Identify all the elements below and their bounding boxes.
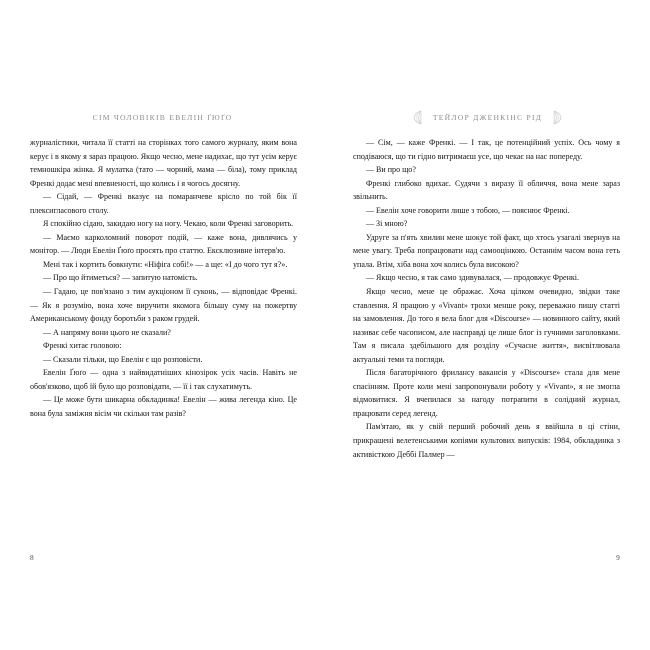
paragraph: журналістики, читала її статті на сторінках того самого журналу, яким вона керує і в якому я зараз працюю. Якщо чесно, мене надихає, що тут усім керує темношкіра жінка. Я мулатка (тато — чорний, мама — біла), тому приклад Френкі додає мені впевненості, що колись і я чогось досягну.	[30, 138, 297, 188]
paragraph: — Ви про що?	[366, 165, 416, 175]
paragraph: Френкі глибоко вдихає. Судячи з виразу її обличчя, вона мене зараз звільнить.	[353, 178, 620, 202]
paragraph: Удруге за п'ять хвилин мене шокує той факт, що хтось узагалі звернув на мене увагу. Треба попрацювати над самооцінкою. Останнім часом вона геть упала. Втім, хіба вона хоч колись була високою?	[353, 232, 620, 269]
paragraph: Після багаторічного фрилансу вакансія у «Discourse» стала для мене спасінням. Проте коли мені запропонували роботу у «Vivant», я не змогла відмовитися. Я вчепилася за нагоду потрапити в солідний журнал, працювати серед легенд.	[353, 368, 620, 418]
paragraph: — А напряму вони цього не сказали?	[43, 327, 171, 337]
paragraph: — Маємо карколомний поворот подій, — каже вона, дивлячись у монітор. — Люди Евелін Ґюґо просять про статтю. Ексклюзивне інтерв'ю.	[30, 232, 297, 256]
left-text-column	[30, 136, 297, 420]
paragraph: Евелін Ґюґо — одна з найвидатніших кінозірок усіх часів. Навіть не обов'язково, щоб їй було що розповідати, — її і так слухатимуть.	[30, 368, 297, 391]
right-book-page	[325, 0, 650, 650]
right-page-number: 9	[616, 553, 620, 562]
paragraph: — Це може бути шикарна обкладинка! Евелін — жива легенда кіно. Це вона була заміжня вісім чи скільки там разів?	[30, 395, 297, 418]
right-text-column	[353, 136, 620, 461]
right-running-head-text: ТЕЙЛОР ДЖЕНКІНС РІД	[432, 113, 543, 122]
right-running-head	[325, 110, 650, 127]
paragraph: Я спокійно сідаю, закидаю ногу на ногу. Чекаю, коли Френкі заговорить.	[43, 219, 294, 229]
left-running-head	[0, 110, 325, 127]
paragraph: — Сім, — каже Френкі. — І так, це потенційний успіх. Ось чому я сподіваюся, що ти гідно витримаєш усе, що чекає на нас попереду.	[353, 138, 620, 161]
left-page-number: 8	[30, 553, 34, 562]
left-running-head-text: СІМ ЧОЛОВІКІВ ЕВЕЛІН ҐЮҐО	[92, 113, 233, 122]
paragraph: — Про що йтиметься? — запитую натомість.	[43, 273, 198, 283]
paragraph: Френкі хитає головою:	[43, 341, 122, 351]
paragraph: — Евелін хоче говорити лише з тобою, — пояснює Френкі.	[366, 205, 570, 215]
paragraph: — Гадаю, це пов'язано з тим аукціоном її суконь, — відповідає Френкі. — Як я розумію, вона хоче виручити якомога більшу суму на пожертву Американському фонду боротьби з раком грудей.	[30, 287, 297, 324]
paragraph: — Якщо чесно, я так само здивувалася, — продовжує Френкі.	[366, 273, 580, 283]
paragraph: Якщо чесно, мене це ображає. Хоча цілком очевидно, звідки таке ставлення. Я працюю у «Vivant» трохи менше року, переважно пишу статті на замовлення. До того я вела блог для «Discourse» — новинного сайту, який називає себе часописом, але насправді це лише блог із гучними заголовками. Там я писала здебільшого для розділу «Сучасне життя», висвітлювала актуальні теми та погляди.	[353, 287, 620, 364]
leaf-ornament-left	[413, 110, 422, 125]
paragraph: Пам'ятаю, як у свій перший робочий день я ввійшла в ці стіни, прикрашені велетенськими копіями культових випусків: 1984, обкладинка з активісткою Деббі Палмер —	[353, 422, 620, 459]
paragraph: — Зі мною?	[366, 219, 408, 229]
paragraph: — Сказали тільки, що Евелін є що розповісти.	[43, 354, 203, 364]
leaf-ornament-right	[553, 110, 562, 125]
paragraph: — Сідай, — Френкі вказує на помаранчеве крісло по той бік її плексигласового столу.	[30, 192, 297, 215]
paragraph: Мені так і кортить бовкнути: «Ніфіга собі!» — а ще: «І до чого тут я?».	[43, 259, 288, 269]
